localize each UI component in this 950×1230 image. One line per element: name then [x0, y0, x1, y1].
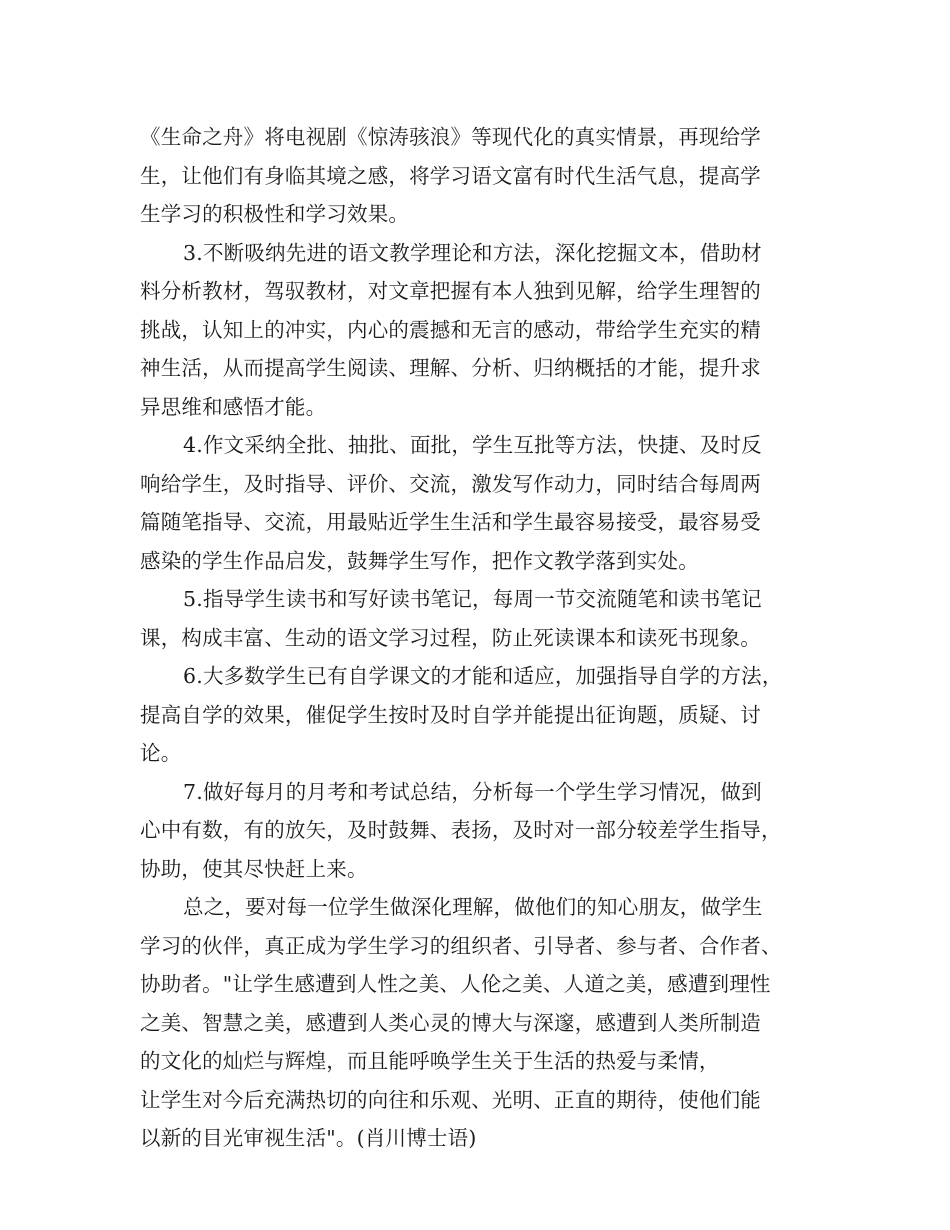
text-line: 料分析教材，驾驭教材，对文章把握有本人独到见解，给学生理智的 — [140, 279, 761, 303]
text-line: 生，让他们有身临其境之感，将学习语文富有时代生活气息，提高学 — [140, 163, 761, 188]
text-line: 3.不断吸纳先进的语文教学理论和方法，深化挖掘文本，借助材 — [183, 240, 762, 265]
text-line: 《生命之舟》将电视剧《惊涛骇浪》等现代化的真实情景，再现给学 — [140, 125, 761, 149]
text-line: 学习的伙伴，真正成为学生学习的组织者、引导者、参与者、合作者、 — [140, 933, 782, 958]
text-line: 响给学生，及时指导、评价、交流，激发写作动力，同时结合每周两 — [140, 471, 761, 496]
text-line: 心中有数，有的放矢，及时鼓舞、表扬，及时对一部分较差学生指导， — [140, 818, 782, 842]
text-line: 协助者。"让学生感遭到人性之美、人伦之美、人道之美，感遭到理性 — [140, 972, 771, 996]
text-line: 论。 — [140, 741, 182, 765]
text-line: 神生活，从而提高学生阅读、理解、分析、归纳概括的才能，提升求 — [140, 356, 761, 380]
text-line: 挑战，认知上的冲实，内心的震撼和无言的感动，带给学生充实的精 — [140, 317, 761, 342]
text-line: 的文化的灿烂与辉煌，而且能呼唤学生关于生活的热爱与柔情， — [140, 1049, 720, 1073]
text-line: 4.作文采纳全批、抽批、面批，学生互批等方法，快捷、及时反 — [183, 433, 762, 457]
text-line: 7.做好每月的月考和考试总结，分析每一个学生学习情况，做到 — [183, 779, 762, 804]
text-line: 课，构成丰富、生动的语文学习过程，防止死读课本和读死书现象。 — [140, 625, 761, 650]
text-line: 之美、智慧之美，感遭到人类心灵的博大与深邃，感遭到人类所制造 — [140, 1010, 761, 1035]
text-line: 以新的目光审视生活"。(肖川博士语) — [140, 1126, 477, 1150]
paragraph-item-3 — [140, 234, 820, 427]
text-line: 提高自学的效果，催促学生按时及时自学并能提出征询题，质疑、讨 — [140, 702, 761, 727]
text-line: 5.指导学生读书和写好读书笔记，每周一节交流随笔和读书笔记 — [183, 587, 762, 611]
text-line: 协助，使其尽快赶上来。 — [140, 856, 368, 881]
paragraph-item-7 — [140, 773, 820, 889]
text-line: 篇随笔指导、交流，用最贴近学生生活和学生最容易接受，最容易受 — [140, 510, 761, 534]
paragraph-item-4 — [140, 426, 820, 580]
paragraph-item-5 — [140, 580, 820, 657]
text-line: 6.大多数学生已有自学课文的才能和适应，加强指导自学的方法， — [183, 664, 783, 688]
document-body — [140, 118, 820, 1158]
paragraph-conclusion — [140, 888, 820, 1158]
text-line: 异思维和感悟才能。 — [140, 394, 327, 419]
text-line: 让学生对今后充满热切的向往和乐观、光明、正直的期待，使他们能 — [140, 1087, 761, 1112]
paragraph-item-6 — [140, 657, 820, 773]
text-line: 感染的学生作品启发，鼓舞学生写作，把作文教学落到实处。 — [140, 548, 699, 573]
text-line: 生学习的积极性和学习效果。 — [140, 202, 410, 226]
text-line: 总之，要对每一位学生做深化理解，做他们的知心朋友，做学生 — [183, 895, 763, 919]
paragraph-intro — [140, 118, 820, 234]
